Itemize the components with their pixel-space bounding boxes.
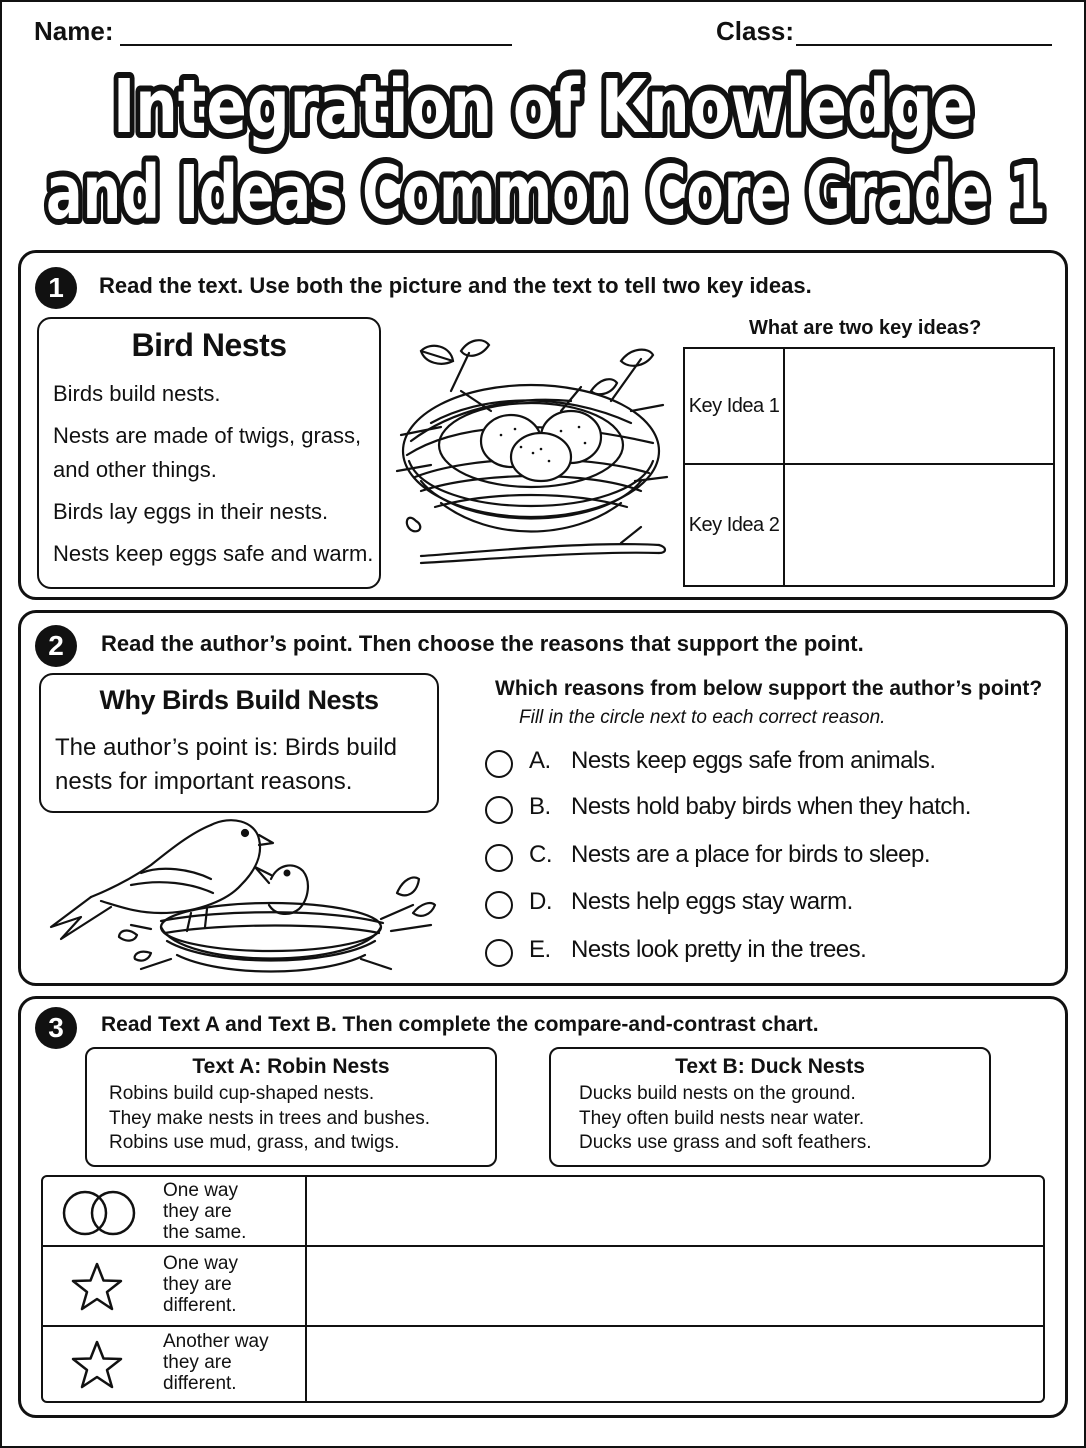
- text-line: Birds lay eggs in their nests.: [53, 499, 329, 524]
- text-a-line: Robins build cup-shaped nests.: [109, 1083, 375, 1104]
- chart-row-different-1: [43, 1247, 1043, 1327]
- section-number-2: 2: [35, 625, 77, 667]
- text-b-line: Ducks build nests on the ground.: [579, 1083, 856, 1104]
- row-label-line: they are: [163, 1274, 232, 1295]
- key-ideas-table: [683, 347, 1055, 587]
- star-icon: [69, 1339, 125, 1391]
- authors-point-title: Why Birds Build Nests: [99, 685, 379, 715]
- row-different-1-label: [163, 1253, 303, 1316]
- row-different-1-answer[interactable]: [308, 1247, 1043, 1325]
- key-idea-row: [684, 464, 1054, 586]
- key-idea-1-answer[interactable]: [784, 348, 1054, 464]
- bird-nests-text-box: [37, 317, 381, 589]
- option-c-circle[interactable]: [485, 844, 513, 872]
- option-d-text: Nests help eggs stay warm.: [571, 888, 853, 915]
- option-b-text: Nests hold baby birds when they hatch.: [571, 793, 971, 820]
- key-idea-2-answer[interactable]: [784, 464, 1054, 586]
- text-line: and other things.: [53, 457, 217, 482]
- row-label-line: different.: [163, 1295, 237, 1316]
- section-number-3: 3: [35, 1007, 77, 1049]
- option-a-letter: A.: [529, 747, 551, 774]
- text-b-box: [549, 1047, 991, 1167]
- text-a-line: They make nests in trees and bushes.: [109, 1108, 431, 1129]
- option-d-circle[interactable]: [485, 891, 513, 919]
- authors-point-line: nests for important reasons.: [55, 768, 353, 795]
- row-label-line: Another way: [163, 1331, 269, 1352]
- row-label-line: One way: [163, 1180, 238, 1201]
- row-label-line: they are: [163, 1352, 232, 1373]
- reasons-subquestion: Fill in the circle next to each correct reason.: [519, 707, 886, 728]
- row-different-2-answer[interactable]: [308, 1327, 1043, 1401]
- bird-feeding-chick-illustration: [41, 809, 441, 985]
- bird-nests-title: Bird Nests: [131, 327, 287, 363]
- authors-point-line: The author’s point is: Birds build: [55, 734, 397, 761]
- class-field[interactable]: [796, 44, 1052, 46]
- reasons-options: [485, 747, 1045, 987]
- option-c-text: Nests are a place for birds to sleep.: [571, 841, 931, 868]
- section-1: [18, 250, 1068, 600]
- key-idea-1-label: Key Idea 1: [684, 348, 784, 464]
- section-2: [18, 610, 1068, 986]
- text-a-line: Robins use mud, grass, and twigs.: [109, 1132, 400, 1153]
- text-line: Nests are made of twigs, grass,: [53, 423, 362, 448]
- row-label-line: One way: [163, 1253, 238, 1274]
- row-same-label: [163, 1180, 303, 1243]
- key-idea-row: [684, 348, 1054, 464]
- reasons-question: Which reasons from below support the author’s point?: [495, 677, 1043, 700]
- option-a-text: Nests keep eggs safe from animals.: [571, 747, 936, 774]
- option-e-letter: E.: [529, 936, 551, 963]
- key-ideas-question: What are two key ideas?: [749, 317, 982, 339]
- text-b-line: They often build nests near water.: [579, 1108, 865, 1129]
- section-3: [18, 996, 1068, 1418]
- option-d-letter: D.: [529, 888, 552, 915]
- row-label-line: the same.: [163, 1222, 247, 1243]
- section-2-instruction: Read the author’s point. Then choose the reasons that support the point.: [101, 631, 864, 656]
- name-field[interactable]: [120, 44, 512, 46]
- star-icon: [69, 1261, 125, 1313]
- section-1-instruction: Read the text. Use both the picture and the text to tell two key ideas.: [99, 273, 812, 298]
- title-line-2: and Ideas Common Core Grade 1: [46, 150, 1046, 236]
- chart-row-different-2: [43, 1327, 1043, 1401]
- section-3-instruction: Read Text A and Text B. Then complete the compare-and-contrast chart.: [101, 1013, 819, 1036]
- option-c-letter: C.: [529, 841, 552, 868]
- option-b-circle[interactable]: [485, 796, 513, 824]
- class-label: Class:: [716, 16, 795, 46]
- venn-diagram-icon: [57, 1189, 141, 1237]
- row-label-line: they are: [163, 1201, 232, 1222]
- text-a-title: Text A: Robin Nests: [192, 1055, 390, 1078]
- option-a-circle[interactable]: [485, 750, 513, 778]
- option-e-circle[interactable]: [485, 939, 513, 967]
- title-line-1: Integration of Knowledge: [113, 64, 973, 150]
- text-b-title: Text B: Duck Nests: [675, 1055, 865, 1078]
- section-number-1: 1: [35, 267, 77, 309]
- nest-with-eggs-illustration: [391, 331, 671, 581]
- name-label: Name:: [34, 16, 114, 46]
- authors-point-box: [39, 673, 439, 813]
- chart-row-same: [43, 1177, 1043, 1247]
- option-b-letter: B.: [529, 793, 551, 820]
- text-line: Birds build nests.: [53, 381, 221, 406]
- row-label-line: different.: [163, 1373, 237, 1394]
- text-b-line: Ducks use grass and soft feathers.: [579, 1132, 872, 1153]
- row-different-2-label: [163, 1331, 303, 1394]
- row-same-answer[interactable]: [308, 1177, 1043, 1245]
- key-idea-2-label: Key Idea 2: [684, 464, 784, 586]
- text-a-box: [85, 1047, 497, 1167]
- page-title: [0, 60, 1086, 240]
- compare-contrast-chart: [41, 1175, 1045, 1403]
- option-e-text: Nests look pretty in the trees.: [571, 936, 867, 963]
- text-line: Nests keep eggs safe and warm.: [53, 541, 374, 566]
